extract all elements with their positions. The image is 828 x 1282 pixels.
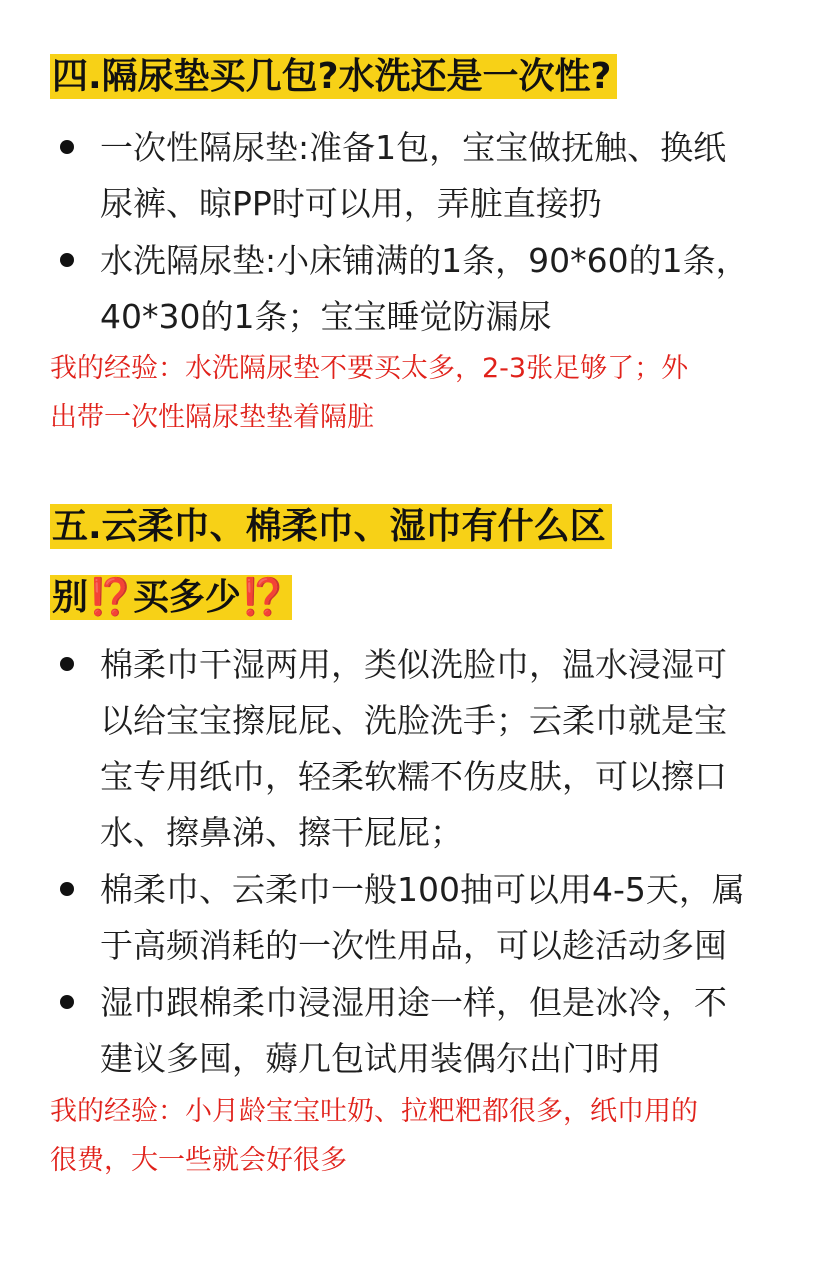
section-5-heading (50, 502, 612, 552)
section-5-bullet-3 (60, 975, 800, 1087)
section-5-heading-line-1: 五.云柔巾、棉柔巾、湿巾有什么区 (50, 504, 612, 549)
bullet-line: 水洗隔尿垫:小床铺满的1条，90*60的1条， (100, 241, 749, 280)
bullet-line: 湿巾跟棉柔巾浸湿用途一样，但是冰冷，不 (100, 983, 727, 1022)
section-5-heading-line-2-text (50, 575, 292, 620)
section-4-bullet-1 (60, 120, 800, 232)
bullet-line: 以给宝宝擦屁屁、洗脸洗手；云柔巾就是宝 (100, 701, 727, 740)
bullet-dot (60, 995, 74, 1009)
exclamation-question-icon: ⁉️ (88, 577, 133, 618)
heading-word: 别 (52, 577, 89, 618)
section-5-experience-note (50, 1087, 790, 1185)
note-line: 我的经验：水洗隔尿垫不要买太多，2-3张足够了；外 (50, 353, 689, 384)
bullet-line: 40*30的1条；宝宝睡觉防漏尿 (100, 297, 552, 336)
heading-word: 买多少 (132, 577, 241, 618)
bullet-line: 棉柔巾、云柔巾一般100抽可以用4-5天，属 (100, 870, 745, 909)
section-4-bullet-2 (60, 233, 800, 345)
section-5-bullet-1 (60, 637, 800, 861)
note-line: 我的经验：小月龄宝宝吐奶、拉粑粑都很多，纸巾用的 (50, 1096, 698, 1127)
bullet-dot (60, 882, 74, 896)
bullet-line: 建议多囤，薅几包试用装偶尔出门时用 (100, 1039, 661, 1078)
section-4-heading (50, 52, 617, 102)
section-4-heading-text: 四.隔尿垫买几包?水洗还是一次性? (50, 54, 617, 99)
bullet-line: 一次性隔尿垫:准备1包，宝宝做抚触、换纸 (100, 128, 727, 167)
section-5-heading-line-2 (50, 573, 292, 623)
bullet-line: 于高频消耗的一次性用品，可以趁活动多囤 (100, 926, 727, 965)
note-line: 很费，大一些就会好很多 (50, 1145, 347, 1176)
bullet-dot (60, 253, 74, 267)
bullet-line: 宝专用纸巾，轻柔软糯不伤皮肤，可以擦口 (100, 757, 727, 796)
section-4-experience-note (50, 344, 790, 442)
bullet-line: 水、擦鼻涕、擦干屁屁； (100, 813, 463, 852)
section-5-bullet-2 (60, 862, 800, 974)
bullet-line: 尿裤、晾PP时可以用，弄脏直接扔 (100, 184, 602, 223)
exclamation-question-icon: ⁉️ (240, 577, 286, 618)
bullet-dot (60, 140, 74, 154)
bullet-dot (60, 657, 74, 671)
note-line: 出带一次性隔尿垫垫着隔脏 (50, 402, 374, 433)
bullet-line: 棉柔巾干湿两用，类似洗脸巾，温水浸湿可 (100, 645, 727, 684)
